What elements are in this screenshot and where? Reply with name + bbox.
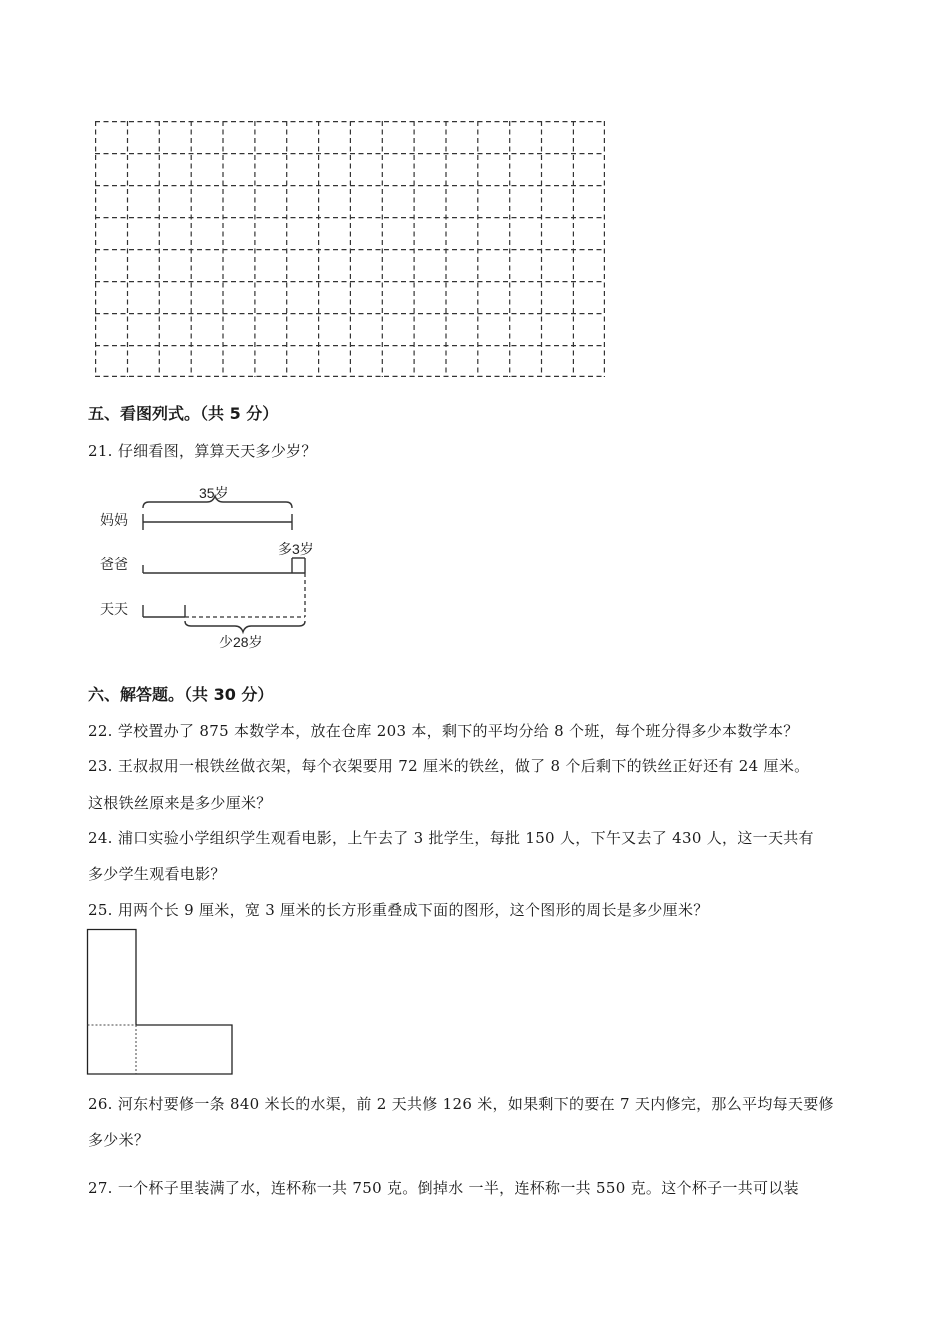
section-six-title: 六、解答题。（共 30 分） (88, 685, 274, 704)
section-five-title: 五、看图列式。（共 5 分） (88, 404, 279, 423)
question-26-line1: 26. 河东村要修一条 840 米长的水渠，前 2 天共修 126 米，如果剩下的要在 7 天内修完，那么平均每天要修 (88, 1095, 834, 1113)
answer-grid (95, 121, 605, 377)
mom-label: 妈妈 (100, 512, 128, 528)
overlap-rectangles-figure (86, 928, 236, 1078)
question-23-line1: 23. 王叔叔用一根铁丝做衣架，每个衣架要用 72 厘米的铁丝，做了 8 个后剩下的铁丝正好还有 24 厘米。 (88, 757, 810, 775)
question-21: 21. 仔细看图，算算天天多少岁？ (88, 442, 317, 460)
question-25: 25. 用两个长 9 厘米，宽 3 厘米的长方形重叠成下面的图形，这个图形的周长是多少厘米？ (88, 901, 709, 919)
dad-label: 爸爸 (100, 556, 128, 572)
question-22: 22. 学校置办了 875 本数学本，放在仓库 203 本，剩下的平均分给 8 个班，每个班分得多少本数学本？ (88, 722, 799, 740)
question-24-line2: 多少学生观看电影？ (88, 865, 226, 883)
tiantian-label: 天天 (100, 601, 128, 617)
age-line-diagram (95, 478, 345, 653)
question-24-line1: 24. 浦口实验小学组织学生观看电影，上午去了 3 批学生，每批 150 人，下午又去了 430 人，这一天共有 (88, 829, 814, 847)
dad-more-label: 多3岁 (278, 541, 314, 557)
question-26-line2: 多少米？ (88, 1131, 150, 1149)
question-27: 27. 一个杯子里装满了水，连杯称一共 750 克。倒掉水 一半，连杯称一共 550 克。这个杯子一共可以装 (88, 1179, 799, 1197)
question-23-line2: 这根铁丝原来是多少厘米？ (88, 794, 272, 812)
tiantian-less-label: 少28岁 (219, 634, 263, 650)
mom-age-label: 35岁 (199, 485, 229, 501)
